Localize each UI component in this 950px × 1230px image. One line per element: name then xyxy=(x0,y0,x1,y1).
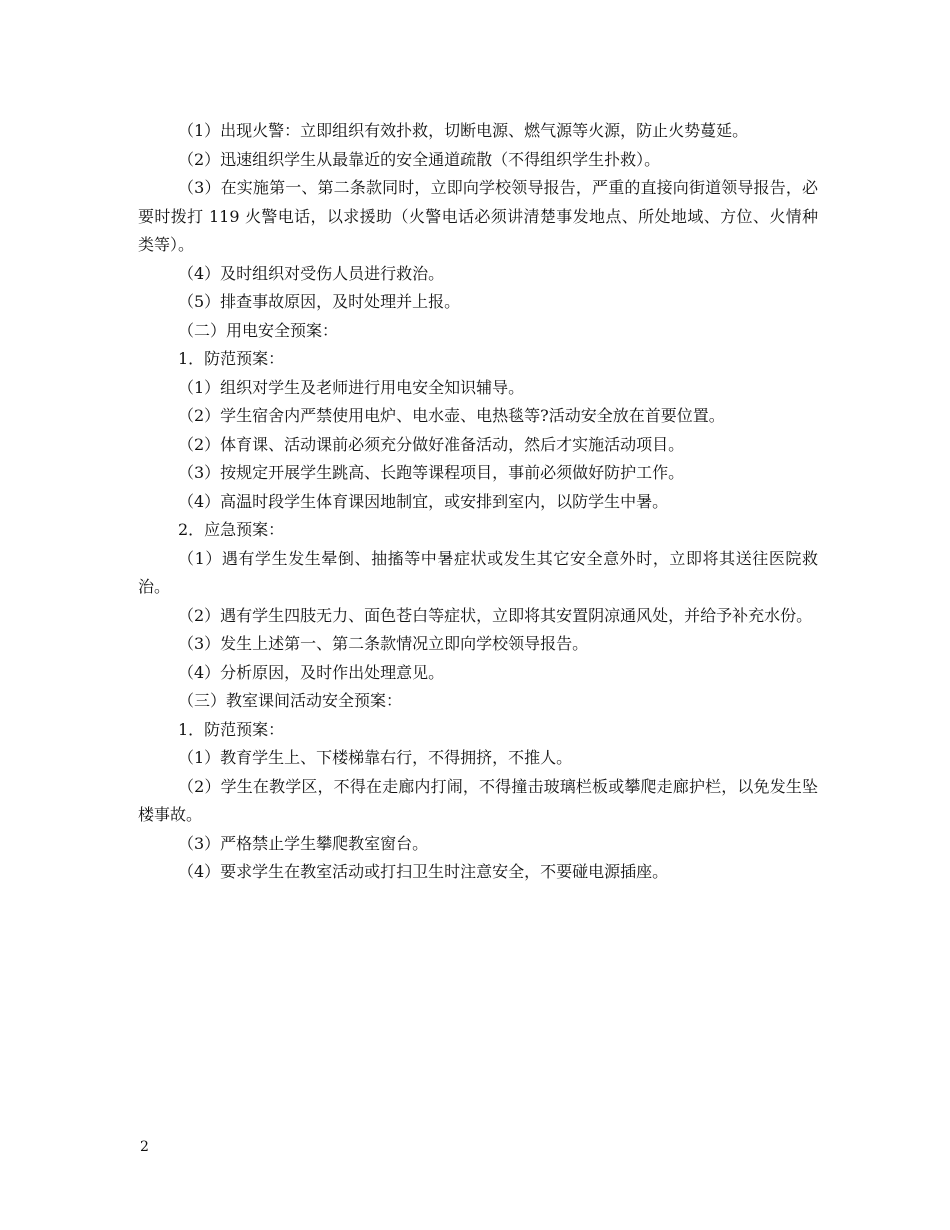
paragraph-fire-5: （5）排查事故原因，及时处理并上报。 xyxy=(178,292,461,311)
subheading-classroom-prevention: 1．防范预案： xyxy=(178,719,285,739)
paragraph-classroom-4: （4）要求学生在教室活动或打扫卫生时注意安全，不要碰电源插座。 xyxy=(178,862,669,881)
paragraph-fire-3: （3）在实施第一、第二条款同时，立即向学校领导报告，严重的直接向街道领导报告，必要时拨打 119 火警电话，以求援助（火警电话必须讲清楚事发地点、所处地域、方位、火情种类等）。 xyxy=(138,178,818,254)
paragraph-electric-1: （1）组织对学生及老师进行用电安全知识辅导。 xyxy=(178,377,525,397)
paragraph-classroom-2: （2）学生在教学区，不得在走廊内打闹，不得撞击玻璃栏板或攀爬走廊护栏，以免发生坠楼事故。 xyxy=(138,776,818,824)
paragraph-classroom-3: （3）严格禁止学生攀爬教室窗台。 xyxy=(178,833,429,853)
subheading-emergency: 2．应急预案： xyxy=(178,520,285,539)
paragraph-classroom-1: （1）教育学生上、下楼梯靠右行，不得拥挤，不推人。 xyxy=(178,748,573,767)
paragraph-emergency-4: （4）分析原因，及时作出处理意见。 xyxy=(178,662,445,682)
paragraph-fire-1: （1）出现火警：立即组织有效扑救，切断电源、燃气源等火源，防止火势蔓延。 xyxy=(178,121,749,140)
paragraph-fire-2: （2）迅速组织学生从最靠近的安全通道疏散（不得组织学生扑救）。 xyxy=(178,149,661,169)
paragraph-emergency-3: （3）发生上述第一、第二条款情况立即向学校领导报告。 xyxy=(178,634,589,653)
section-heading-classroom: （三）教室课间活动安全预案： xyxy=(178,691,403,710)
section-heading-electric: （二）用电安全预案： xyxy=(178,320,339,340)
paragraph-fire-4: （4）及时组织对受伤人员进行救治。 xyxy=(178,263,445,283)
paragraph-electric-4: （3）按规定开展学生跳高、长跑等课程项目，事前必须做好防护工作。 xyxy=(178,463,685,482)
page-number: 2 xyxy=(140,1139,149,1155)
document-body xyxy=(138,117,818,887)
paragraph-emergency-2: （2）遇有学生四肢无力、面色苍白等症状，立即将其安置阴凉通风处，并给予补充水份。 xyxy=(178,605,813,625)
paragraph-electric-5: （4）高温时段学生体育课因地制宜，或安排到室内，以防学生中暑。 xyxy=(178,491,669,511)
paragraph-emergency-1: （1）遇有学生发生晕倒、抽搐等中暑症状或发生其它安全意外时，立即将其送往医院救治。 xyxy=(138,548,818,596)
subheading-prevention: 1．防范预案： xyxy=(178,349,285,368)
paragraph-electric-2: （2）学生宿舍内严禁使用电炉、电水壶、电热毯等?活动安全放在首要位置。 xyxy=(178,406,725,425)
paragraph-electric-3: （2）体育课、活动课前必须充分做好准备活动，然后才实施活动项目。 xyxy=(178,434,685,454)
